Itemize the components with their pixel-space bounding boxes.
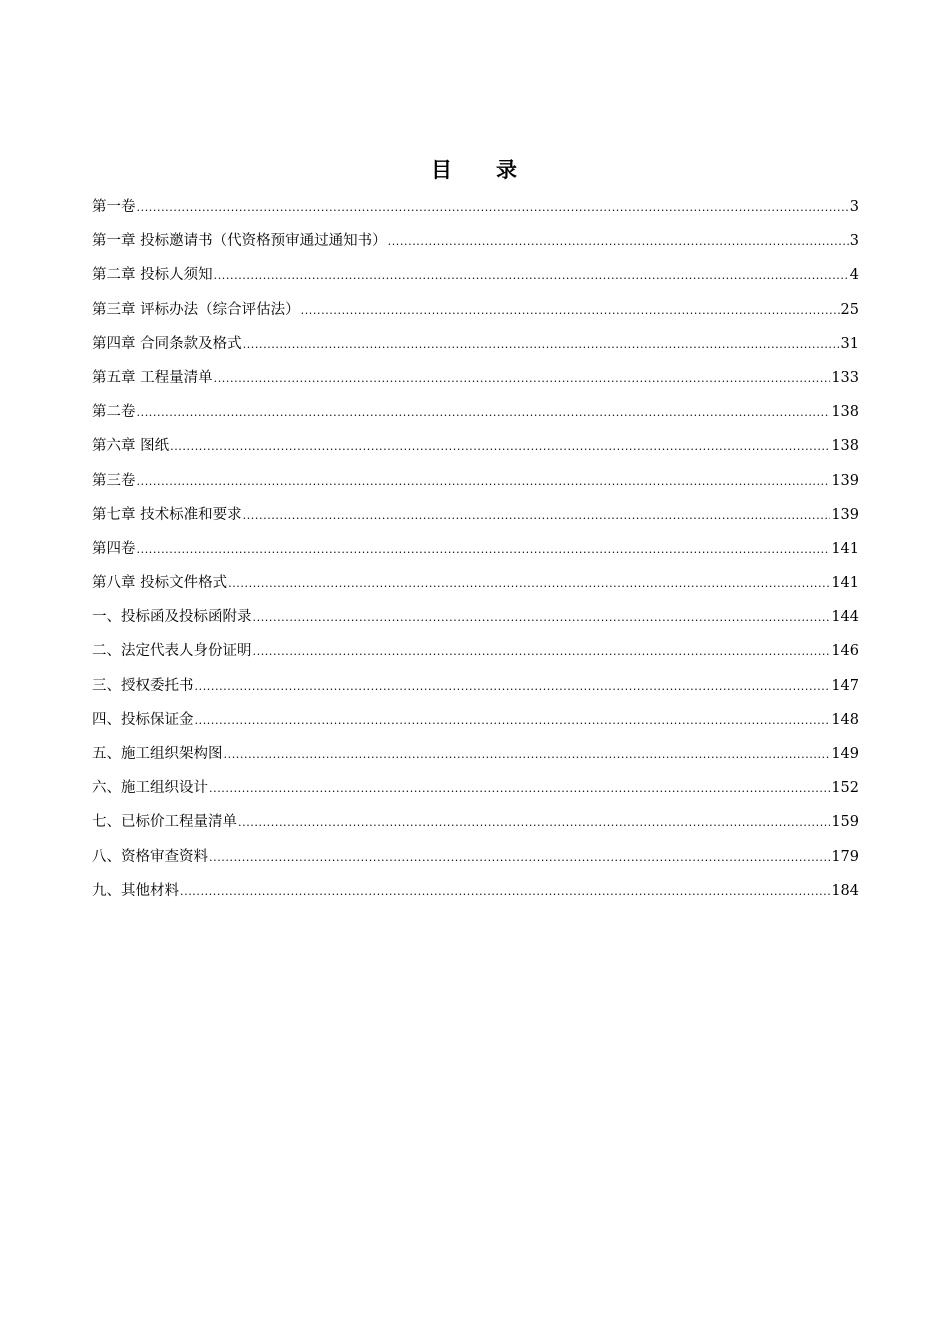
toc-entry-page: 179 [831, 848, 859, 865]
toc-entry[interactable] [92, 196, 859, 230]
toc-dot-leader [253, 641, 831, 663]
toc-entry-page: 133 [831, 369, 859, 386]
toc-entry-page: 31 [840, 335, 859, 352]
toc-entry-label: 第六章 图纸 [92, 438, 170, 455]
toc-entry-label: 第二章 投标人须知 [92, 267, 213, 284]
toc-entry[interactable] [92, 504, 859, 538]
page-title [0, 156, 950, 184]
toc-entry-page: 141 [831, 575, 859, 592]
toc-entry-page: 138 [831, 404, 859, 421]
toc-entry[interactable] [92, 846, 859, 880]
toc-entry-page: 144 [831, 609, 859, 626]
toc-entry[interactable] [92, 333, 859, 367]
toc-dot-leader [170, 436, 830, 458]
toc-dot-leader [209, 847, 830, 869]
toc-entry-label: 四、投标保证金 [92, 711, 194, 728]
toc-dot-leader [137, 402, 831, 424]
toc-dot-leader [137, 197, 849, 219]
toc-entry-label: 三、授权委托书 [92, 677, 194, 694]
toc-dot-leader [137, 471, 831, 493]
toc-dot-leader [388, 231, 849, 253]
toc-dot-leader [195, 710, 831, 732]
toc-dot-leader [224, 744, 831, 766]
toc-entry-page: 3 [849, 199, 859, 215]
toc-entry-label: 七、已标价工程量清单 [92, 814, 237, 831]
toc-entry-page: 4 [849, 267, 859, 284]
toc-entry[interactable] [92, 264, 859, 298]
toc-dot-leader [238, 812, 830, 834]
toc-entry[interactable] [92, 401, 859, 435]
toc-entry-label: 第一卷 [92, 199, 136, 215]
toc-dot-leader [243, 334, 840, 356]
toc-entry-page: 139 [831, 506, 859, 523]
toc-entry-label: 第三章 评标办法（综合评估法） [92, 301, 300, 318]
toc-entry-label: 八、资格审查资料 [92, 848, 208, 865]
toc-entry[interactable] [92, 880, 859, 914]
toc-dot-leader [209, 778, 830, 800]
toc-dot-leader [195, 676, 831, 698]
toc-dot-leader [301, 300, 840, 322]
toc-entry-label: 第二卷 [92, 404, 136, 421]
toc-entry-page: 146 [831, 643, 859, 660]
toc-entry[interactable] [92, 538, 859, 572]
toc-dot-leader [253, 607, 831, 629]
toc-entry[interactable] [92, 640, 859, 674]
toc-entry-page: 147 [831, 677, 859, 694]
toc-entry-label: 第八章 投标文件格式 [92, 575, 228, 592]
toc-entry-page: 149 [831, 746, 859, 762]
toc-dot-leader [228, 573, 830, 595]
toc-entry-page: 139 [831, 472, 859, 489]
toc-entry-label: 二、法定代表人身份证明 [92, 643, 252, 660]
title-char-1: 目 [431, 158, 454, 182]
toc-entry-label: 一、投标函及投标函附录 [92, 609, 252, 626]
toc-entry-label: 六、施工组织设计 [92, 780, 208, 797]
toc-entry[interactable] [92, 230, 859, 264]
toc-dot-leader [214, 265, 849, 287]
toc-dot-leader [180, 881, 830, 903]
toc-dot-leader [243, 505, 831, 527]
toc-entry-label: 第四章 合同条款及格式 [92, 335, 242, 352]
table-of-contents [92, 196, 859, 914]
toc-dot-leader [214, 368, 831, 390]
toc-entry-page: 152 [831, 780, 859, 797]
toc-entry[interactable] [92, 470, 859, 504]
toc-entry-label: 五、施工组织架构图 [92, 746, 223, 762]
toc-entry-label: 第一章 投标邀请书（代资格预审通过通知书） [92, 233, 387, 250]
toc-entry[interactable] [92, 709, 859, 743]
toc-dot-leader [137, 539, 831, 561]
toc-entry-page: 3 [849, 233, 859, 250]
toc-entry-page: 25 [840, 301, 859, 318]
toc-entry-page: 159 [831, 814, 859, 831]
toc-entry[interactable] [92, 435, 859, 469]
title-char-2: 录 [496, 158, 519, 182]
toc-entry-label: 第五章 工程量清单 [92, 369, 213, 386]
toc-entry[interactable] [92, 811, 859, 845]
toc-entry[interactable] [92, 367, 859, 401]
toc-entry[interactable] [92, 606, 859, 640]
toc-entry-label: 第七章 技术标准和要求 [92, 506, 242, 523]
toc-entry-page: 141 [831, 540, 859, 557]
toc-entry[interactable] [92, 675, 859, 709]
toc-entry-label: 九、其他材料 [92, 882, 179, 899]
toc-entry-label: 第三卷 [92, 472, 136, 489]
toc-entry[interactable] [92, 777, 859, 811]
toc-entry[interactable] [92, 572, 859, 606]
toc-entry-page: 138 [831, 438, 859, 455]
toc-entry[interactable] [92, 299, 859, 333]
toc-entry-label: 第四卷 [92, 540, 136, 557]
toc-entry-page: 184 [831, 882, 859, 899]
toc-entry[interactable] [92, 743, 859, 777]
toc-entry-page: 148 [831, 711, 859, 728]
